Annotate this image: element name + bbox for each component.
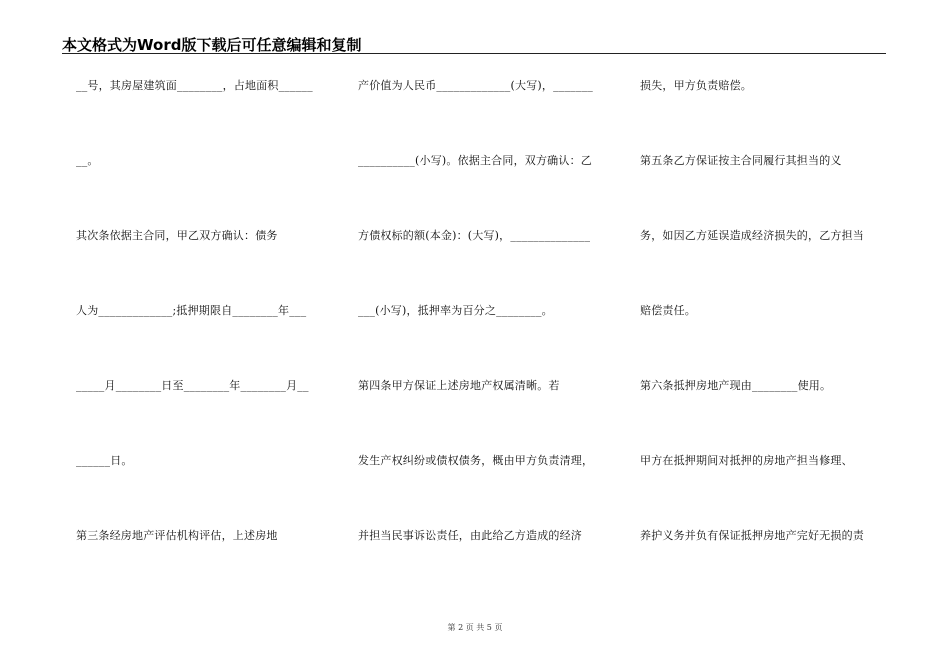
text-line: __。 [76, 154, 99, 167]
text-line: 第五条乙方保证按主合同履行其担当的义 [640, 154, 842, 167]
page-number: 第 2 页 共 5 页 [447, 623, 503, 632]
text-line: 人为_____________;抵押期限自________年___ [76, 304, 307, 317]
text-line: 第四条甲方保证上述房地产权属清晰。若 [358, 379, 560, 392]
text-line: 养护义务并负有保证抵押房地产完好无损的责 [640, 529, 864, 542]
text-line: 损失，甲方负责赔偿。 [640, 79, 752, 92]
document-header-title: 本文格式为Word版下载后可任意编辑和复制 [62, 36, 362, 54]
text-line: 发生产权纠纷或债权债务，概由甲方负责清理， [358, 454, 594, 467]
text-line: 产价值为人民币_____________(大写)，_______ [358, 79, 593, 92]
text-line: 并担当民事诉讼责任，由此给乙方造成的经济 [358, 529, 582, 542]
text-column-3 [640, 0, 890, 672]
text-line: 方债权标的额(本金)：(大写)，______________ [358, 229, 591, 242]
text-line: ___(小写)，抵押率为百分之________。 [358, 304, 553, 317]
text-line: 第三条经房地产评估机构评估，上述房地 [76, 529, 278, 542]
text-line: 赔偿责任。 [640, 304, 696, 317]
text-line: __号，其房屋建筑面________，占地面积______ [76, 79, 313, 92]
text-line: _____月________日至________年________月__ [76, 379, 309, 392]
text-line: 甲方在抵押期间对抵押的房地产担当修理、 [640, 454, 853, 467]
text-line: 其次条依据主合同，甲乙双方确认：债务 [76, 229, 278, 242]
text-line: __________(小写)。依据主合同，双方确认：乙 [358, 154, 592, 167]
text-line: 第六条抵押房地产现由________使用。 [640, 379, 832, 392]
text-line: 务，如因乙方延误造成经济损失的，乙方担当 [640, 229, 864, 242]
text-column-2 [358, 0, 608, 672]
text-column-1 [76, 0, 326, 672]
text-line: ______日。 [76, 454, 133, 467]
